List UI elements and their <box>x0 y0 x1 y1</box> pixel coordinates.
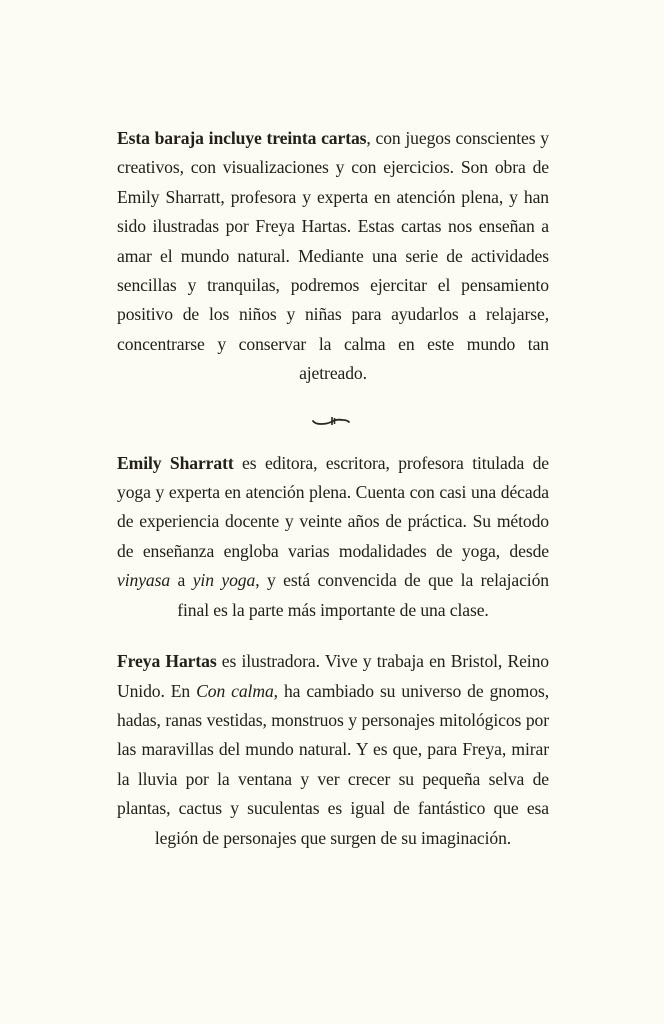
author-bio-text: a <box>170 570 193 591</box>
back-cover-text <box>117 124 549 853</box>
author-bio-italic: yin yoga <box>192 570 256 591</box>
illustrator-bio-text: es ilustradora. Vive y trabaja en Bristol, Reino Unido. En <box>117 651 549 701</box>
author-name: Emily Sharratt <box>117 452 234 473</box>
flourish-divider-icon <box>303 405 363 435</box>
illustrator-name: Freya Hartas <box>117 651 217 672</box>
author-bio-italic: vinyasa <box>117 570 171 591</box>
book-description <box>117 124 549 389</box>
illustrator-bio-text: , ha cambiado su universo de gnomos, hadas, ranas vestidas, monstruos y personajes mitológicos por las maravillas del mundo natural. Y es que, para Freya, mirar la lluvia por la ventana y ver crecer su pequeña selva de plantas, cactus y suculentas es igual de fantástico que esa legión de personajes que surgen de su imaginación. <box>117 680 549 848</box>
author-bio-text: , y está convencida de que la relajación final es la parte más importante de una clase. <box>177 570 549 620</box>
illustrator-bio <box>117 647 549 853</box>
author-bio <box>117 449 549 625</box>
book-description-lead: Esta baraja incluye treinta cartas <box>117 128 367 148</box>
book-title-italic: Con calma <box>196 680 274 701</box>
book-description-text: , con juegos conscientes y creativos, con visualizaciones y con ejercicios. Son obra de Emily Sharratt, profesora y experta en atención plena, y han sido ilustradas por Freya Hartas. Estas cartas nos enseñan a amar el mundo natural. Mediante una serie de actividades sencillas y tranquilas, podremos ejercitar el pensamiento positivo de los niños y niñas para ayudarlos a relajarse, concentrarse y conservar la calma en este mundo tan ajetreado. <box>117 128 549 384</box>
author-bio-text: es editora, escritora, profesora titulada de yoga y experta en atención plena. Cuenta con casi una década de experiencia docente y veinte años de práctica. Su método de enseñanza engloba varias modalidades de yoga, desde <box>117 452 549 561</box>
